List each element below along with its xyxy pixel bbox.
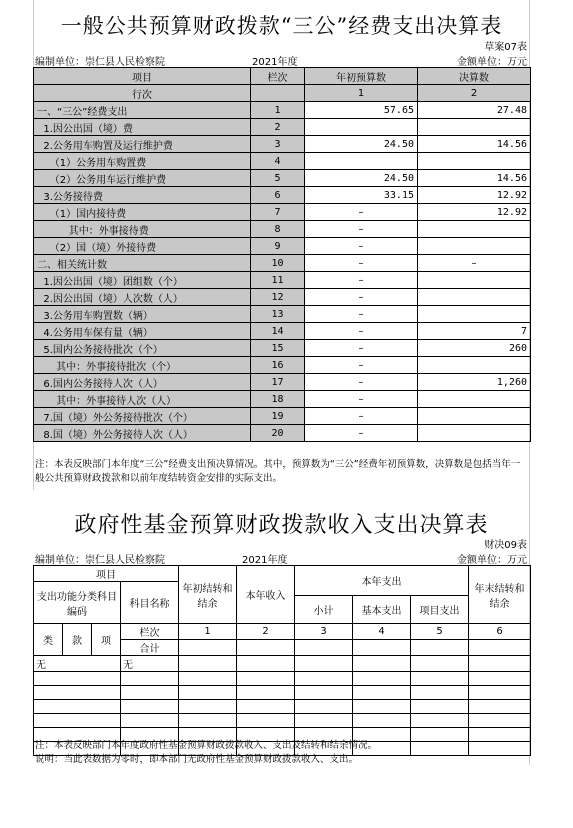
cell: [237, 714, 295, 728]
table-row: [34, 255, 531, 272]
h-total: 合计: [121, 640, 179, 656]
table-row: [34, 323, 531, 340]
table1: [33, 67, 531, 442]
row-budget: 24.50: [305, 136, 418, 153]
table-row: [34, 306, 531, 323]
cell: [121, 714, 179, 728]
row-final: 27.48: [418, 102, 531, 119]
row-item: 其中：外事接待人次（人）: [34, 391, 251, 408]
row-budget: –: [305, 374, 418, 391]
row-no: 7: [251, 204, 305, 221]
table-row: [34, 408, 531, 425]
table2-form-no: 财决09表: [484, 540, 527, 551]
row-no: 9: [251, 238, 305, 255]
header-final: 决算数: [418, 68, 531, 85]
h-project: 项目支出: [411, 596, 469, 624]
cell: [121, 672, 179, 686]
table-row: [34, 714, 531, 728]
total-cell: [237, 640, 295, 656]
table-row: [34, 340, 531, 357]
row-item: 3.公务用车购置数（辆）: [34, 306, 251, 323]
index-empty: [251, 85, 305, 102]
cell: [237, 656, 295, 672]
h-name: 科目名称: [121, 582, 179, 624]
table-row: [34, 686, 531, 700]
row-no: 11: [251, 272, 305, 289]
row-budget: [305, 153, 418, 170]
row-no: 5: [251, 170, 305, 187]
table1-org: 编制单位：崇仁县人民检察院: [35, 57, 165, 68]
row-final: [418, 119, 531, 136]
h-col: 栏次: [121, 624, 179, 640]
table2-year: 2021年度: [242, 555, 288, 566]
cell: [353, 700, 411, 714]
h-sub: 小计: [295, 596, 353, 624]
h-start: 年初结转和结余: [179, 566, 237, 624]
row-no: 8: [251, 221, 305, 238]
header-item: 项目: [34, 68, 251, 85]
row-final: 12.92: [418, 204, 531, 221]
row-budget: –: [305, 255, 418, 272]
row-final: [418, 289, 531, 306]
row-no: 18: [251, 391, 305, 408]
none-name: 无: [121, 656, 179, 672]
row-budget: 33.15: [305, 187, 418, 204]
table-row: [34, 374, 531, 391]
row-budget: –: [305, 306, 418, 323]
row-item: 其中：外事接待费: [34, 221, 251, 238]
row-budget: –: [305, 204, 418, 221]
row-no: 4: [251, 153, 305, 170]
table2-title: 政府性基金预算财政拨款收入支出决算表: [74, 513, 489, 538]
cell: [179, 700, 237, 714]
cell: [353, 714, 411, 728]
row-item: 5.国内公务接待批次（个）: [34, 340, 251, 357]
row-budget: –: [305, 391, 418, 408]
table2-note2: 说明：当此表数据为零时，即本部门无政府性基金预算财政拨款收入、支出。: [35, 754, 359, 765]
cell: [237, 700, 295, 714]
row-budget: –: [305, 289, 418, 306]
cell: [469, 656, 531, 672]
table1-note: 注：本表反映部门本年度“三公”经费支出预决算情况。其中，预算数为“三公”经费年初预算数，决算数是包括当年一般公共预算财政拨款和以前年度结转资金安排的实际支出。: [35, 459, 521, 484]
cell: [411, 656, 469, 672]
cell: [295, 700, 353, 714]
table-row: [34, 289, 531, 306]
row-no: 10: [251, 255, 305, 272]
row-item: 2.公务用车购置及运行维护费: [34, 136, 251, 153]
total-cell: [179, 640, 237, 656]
cell: [353, 656, 411, 672]
cell: [295, 686, 353, 700]
row-final: [418, 238, 531, 255]
h-kuan: 款: [63, 624, 92, 656]
row-final: 260: [418, 340, 531, 357]
col-no-2: 2: [237, 624, 295, 640]
row-item: （1）公务用车购置费: [34, 153, 251, 170]
row-no: 19: [251, 408, 305, 425]
col-no-1: 1: [179, 624, 237, 640]
table1-index-row: [34, 85, 531, 102]
none-code: 无: [34, 656, 121, 672]
cell: [295, 672, 353, 686]
row-no: 20: [251, 425, 305, 442]
h-func: 支出功能分类科目编码: [34, 582, 121, 624]
row-budget: 24.50: [305, 170, 418, 187]
header-budget: 年初预算数: [305, 68, 418, 85]
cell: [353, 672, 411, 686]
cell: [34, 700, 121, 714]
table2-org: 编制单位：崇仁县人民检察院: [35, 555, 165, 566]
table-row: [34, 700, 531, 714]
row-item: 一、“三公”经费支出: [34, 102, 251, 119]
total-cell: [295, 640, 353, 656]
cell: [179, 656, 237, 672]
cell: [34, 686, 121, 700]
row-final: 14.56: [418, 136, 531, 153]
index-label: 行次: [34, 85, 251, 102]
table-row: [34, 672, 531, 686]
row-final: [418, 391, 531, 408]
table1-title: 一般公共预算财政拨款“三公”经费支出决算表: [60, 14, 503, 38]
h-basic: 基本支出: [353, 596, 411, 624]
table-row: [34, 153, 531, 170]
h-lei: 类: [34, 624, 63, 656]
col-no-5: 5: [411, 624, 469, 640]
h-spend: 本年支出: [295, 566, 469, 596]
table-row: [34, 221, 531, 238]
row-no: 6: [251, 187, 305, 204]
col-no-3: 3: [295, 624, 353, 640]
h-item: 项目: [34, 566, 179, 582]
row-item: 7.国（境）外公务接待批次（个）: [34, 408, 251, 425]
row-final: [418, 272, 531, 289]
row-final: 12.92: [418, 187, 531, 204]
cell: [179, 714, 237, 728]
index-col1: 1: [305, 85, 418, 102]
cell: [34, 714, 121, 728]
table1-header-row: [34, 68, 531, 85]
cell: [179, 672, 237, 686]
table1-unit: 金额单位：万元: [457, 57, 527, 68]
row-budget: –: [305, 323, 418, 340]
col-no-4: 4: [353, 624, 411, 640]
table2-header-row1: [34, 566, 531, 582]
row-no: 12: [251, 289, 305, 306]
row-final: 14.56: [418, 170, 531, 187]
table-row: [34, 656, 531, 672]
row-budget: [305, 119, 418, 136]
row-no: 3: [251, 136, 305, 153]
table-row: [34, 102, 531, 119]
cell: [121, 686, 179, 700]
total-cell: [411, 640, 469, 656]
table-row: [34, 187, 531, 204]
table-row: [34, 357, 531, 374]
cell: [411, 686, 469, 700]
table1-year: 2021年度: [252, 57, 298, 68]
row-budget: –: [305, 340, 418, 357]
cell: [469, 672, 531, 686]
cell: [121, 700, 179, 714]
row-final: [418, 408, 531, 425]
table2-unit: 金额单位：万元: [457, 555, 527, 566]
cell: [179, 686, 237, 700]
row-item: 4.公务用车保有量（辆）: [34, 323, 251, 340]
cell: [237, 686, 295, 700]
table-row: [34, 119, 531, 136]
cell: [411, 672, 469, 686]
row-final: [418, 357, 531, 374]
row-final: [418, 153, 531, 170]
row-no: 2: [251, 119, 305, 136]
cell: [469, 686, 531, 700]
row-final: [418, 425, 531, 442]
table-row: [34, 204, 531, 221]
row-no: 15: [251, 340, 305, 357]
cell: [353, 686, 411, 700]
table-row: [34, 391, 531, 408]
table-row: [34, 136, 531, 153]
row-budget: –: [305, 238, 418, 255]
row-item: 二、相关统计数: [34, 255, 251, 272]
h-end: 年末结转和结余: [469, 566, 531, 624]
h-xiang: 项: [92, 624, 121, 656]
row-item: 6.国内公务接待人次（人）: [34, 374, 251, 391]
row-item: 1.因公出国（境）团组数（个）: [34, 272, 251, 289]
cell: [411, 700, 469, 714]
cell: [34, 672, 121, 686]
cell: [295, 656, 353, 672]
row-budget: –: [305, 357, 418, 374]
row-no: 16: [251, 357, 305, 374]
table-row: [34, 238, 531, 255]
cell: [469, 700, 531, 714]
table2-note1: 注：本表反映部门本年度政府性基金预算财政拨款收入、支出及结转和结余情况。: [35, 740, 378, 751]
cell: [411, 714, 469, 728]
total-cell: [469, 640, 531, 656]
cell: [295, 714, 353, 728]
row-final: 1,260: [418, 374, 531, 391]
row-no: 14: [251, 323, 305, 340]
row-no: 1: [251, 102, 305, 119]
row-item: 其中：外事接待批次（个）: [34, 357, 251, 374]
total-cell: [353, 640, 411, 656]
row-budget: –: [305, 425, 418, 442]
row-budget: 57.65: [305, 102, 418, 119]
cell: [469, 714, 531, 728]
row-final: [418, 306, 531, 323]
table1-form-no: 草案07表: [484, 42, 527, 53]
row-budget: –: [305, 221, 418, 238]
row-item: 3.公务接待费: [34, 187, 251, 204]
row-item: （2）公务用车运行维护费: [34, 170, 251, 187]
row-final: [418, 221, 531, 238]
row-no: 17: [251, 374, 305, 391]
col-no-6: 6: [469, 624, 531, 640]
header-no: 栏次: [251, 68, 305, 85]
table-row: [34, 170, 531, 187]
table2-index-row: [34, 624, 531, 640]
row-item: 1.因公出国（境）费: [34, 119, 251, 136]
row-item: 8.国（境）外公务接待人次（人）: [34, 425, 251, 442]
row-final: –: [418, 255, 531, 272]
cell: [237, 672, 295, 686]
row-budget: –: [305, 272, 418, 289]
row-no: 13: [251, 306, 305, 323]
row-item: 2.因公出国（境）人次数（人）: [34, 289, 251, 306]
table-row: [34, 425, 531, 442]
row-budget: –: [305, 408, 418, 425]
table-row: [34, 272, 531, 289]
row-final: 7: [418, 323, 531, 340]
table2: [33, 565, 531, 756]
h-income: 本年收入: [237, 566, 295, 624]
row-item: （2）国（境）外接待费: [34, 238, 251, 255]
index-col2: 2: [418, 85, 531, 102]
row-item: （1）国内接待费: [34, 204, 251, 221]
